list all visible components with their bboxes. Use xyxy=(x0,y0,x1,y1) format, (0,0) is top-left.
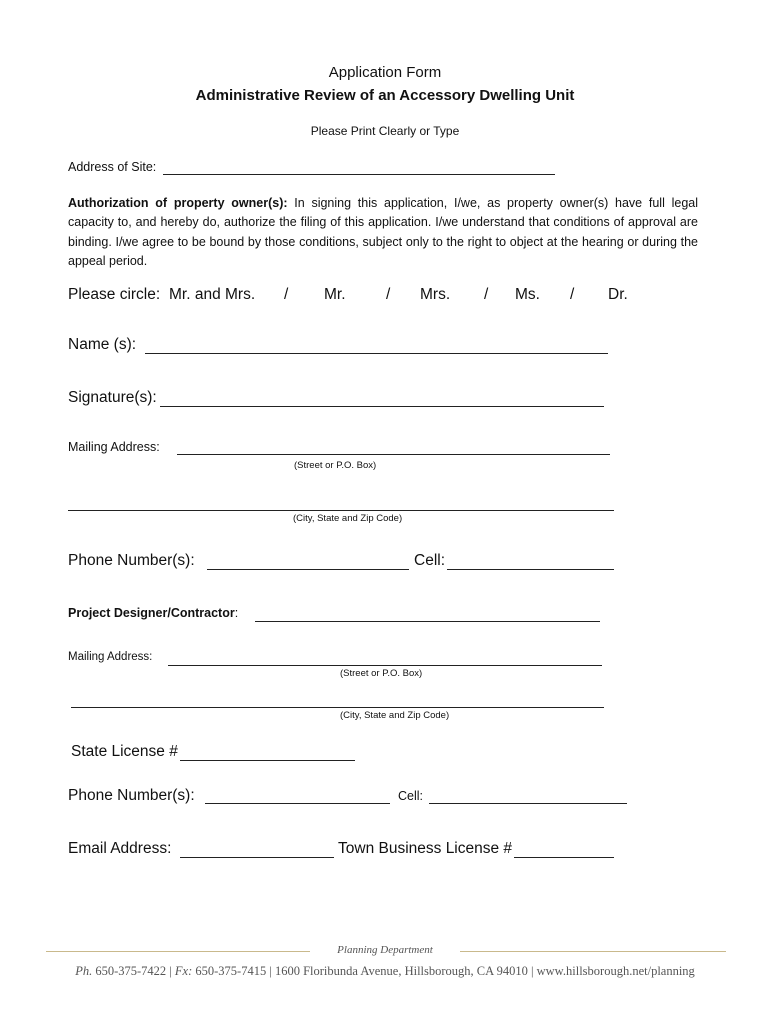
owner-name-field[interactable] xyxy=(145,353,608,354)
form-subtitle: Administrative Review of an Accessory Dwelling Unit xyxy=(195,87,575,104)
salutation-option-mr[interactable]: Mr. xyxy=(324,286,346,303)
site-address-field[interactable] xyxy=(163,174,555,175)
salutation-separator: / xyxy=(570,286,575,303)
designer-phone-field[interactable] xyxy=(205,803,390,804)
salutation-option-dr[interactable]: Dr. xyxy=(608,286,628,303)
owner-cell-label: Cell: xyxy=(414,552,446,569)
owner-signature-label: Signature(s): xyxy=(68,389,157,406)
salutation-label: Please circle: xyxy=(68,286,161,303)
owner-city-caption: (City, State and Zip Code) xyxy=(293,513,403,524)
owner-mailing-label: Mailing Address: xyxy=(68,440,160,454)
site-address-label: Address of Site: xyxy=(68,160,157,174)
designer-name-field[interactable] xyxy=(255,621,600,622)
owner-mailing-street-field[interactable] xyxy=(177,454,610,455)
business-license-label: Town Business License # xyxy=(338,840,513,857)
salutation-option-mrs[interactable]: Mrs. xyxy=(420,286,451,303)
salutation-option-ms[interactable]: Ms. xyxy=(515,286,540,303)
owner-cell-field[interactable] xyxy=(447,569,614,570)
salutation-separator: / xyxy=(284,286,289,303)
designer-mailing-label: Mailing Address: xyxy=(68,651,153,663)
owner-phone-field[interactable] xyxy=(207,569,409,570)
designer-street-caption: (Street or P.O. Box) xyxy=(340,668,423,679)
designer-label: Project Designer/Contractor xyxy=(68,606,235,620)
designer-mailing-street-field[interactable] xyxy=(168,665,602,666)
owner-phone-label: Phone Number(s): xyxy=(68,552,195,569)
footer-department: Planning Department xyxy=(337,944,433,956)
state-license-field[interactable] xyxy=(180,760,355,761)
designer-phone-label: Phone Number(s): xyxy=(68,787,195,804)
owner-mailing-city-field[interactable] xyxy=(68,510,614,511)
owner-signature-field[interactable] xyxy=(160,406,604,407)
designer-cell-label: Cell: xyxy=(398,789,424,803)
authorization-paragraph xyxy=(68,194,698,271)
salutation-separator: / xyxy=(484,286,489,303)
footer-contact-info xyxy=(0,964,770,979)
footer-phone: 650-375-7422 | xyxy=(92,964,175,978)
state-license-label: State License # xyxy=(71,743,178,760)
footer-contact-rest: 650-375-7415 | 1600 Floribunda Avenue, Hillsborough, CA 94010 | www.hillsborough.net/planning xyxy=(192,964,695,978)
owner-street-caption: (Street or P.O. Box) xyxy=(294,460,377,471)
designer-cell-field[interactable] xyxy=(429,803,627,804)
designer-city-caption: (City, State and Zip Code) xyxy=(340,710,450,721)
footer-fax-prefix: Fx: xyxy=(174,964,193,978)
authorization-text: In signing this application, I/we, as property owner(s) have full legal capacity to, and hereby do, authorize the filing of this application. I/we understand that conditions of approval are binding. I/we agree to be bound by those conditions, subject only to the right to object at the hearing or during the appeal period. xyxy=(68,196,699,268)
designer-label-line xyxy=(68,606,238,620)
email-field[interactable] xyxy=(180,857,334,858)
email-label: Email Address: xyxy=(68,840,172,857)
designer-colon: : xyxy=(234,606,239,620)
salutation-option-mr-and-mrs[interactable]: Mr. and Mrs. xyxy=(169,286,256,303)
owner-name-label: Name (s): xyxy=(68,336,137,353)
form-title: Application Form xyxy=(328,64,442,81)
designer-mailing-city-field[interactable] xyxy=(71,707,604,708)
footer-phone-prefix: Ph. xyxy=(75,964,93,978)
business-license-field[interactable] xyxy=(514,857,614,858)
authorization-lead: Authorization of property owner(s): xyxy=(68,196,288,210)
salutation-separator: / xyxy=(386,286,391,303)
print-instruction: Please Print Clearly or Type xyxy=(310,124,460,138)
